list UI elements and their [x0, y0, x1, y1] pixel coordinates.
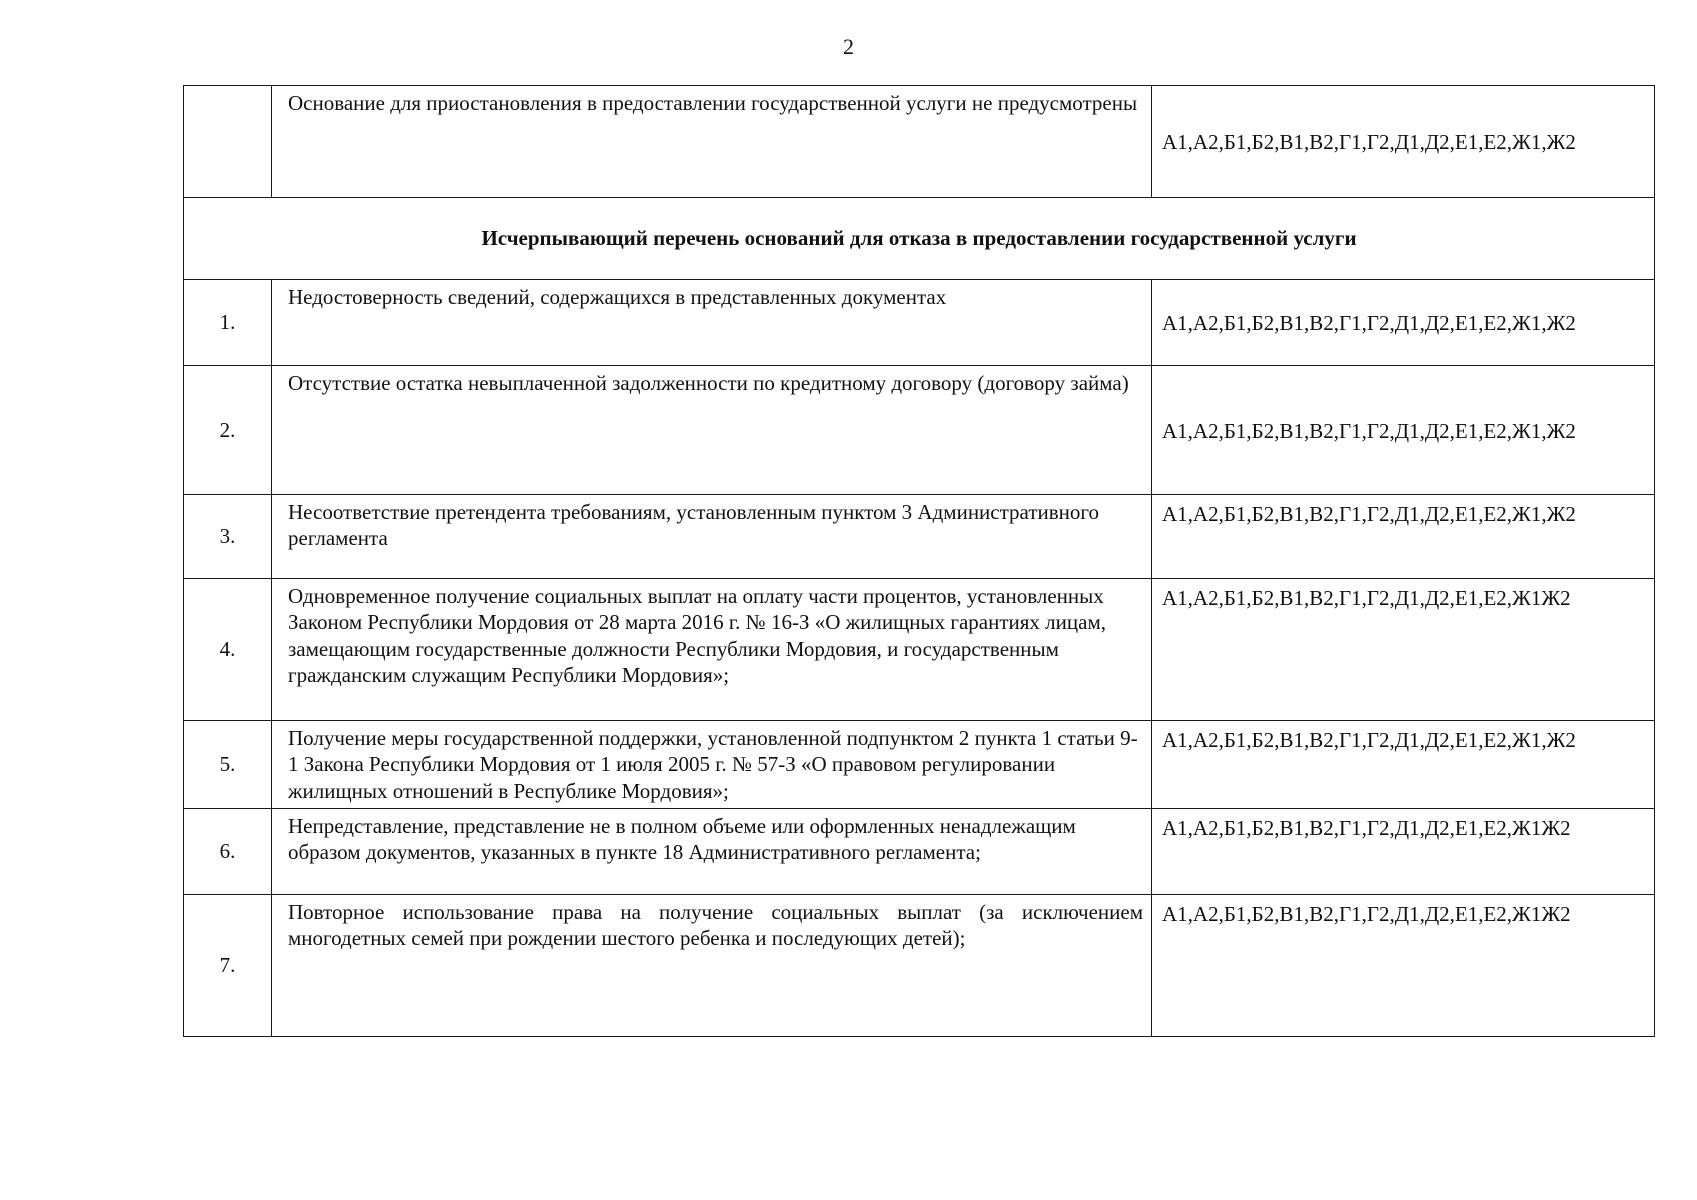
table-row [184, 86, 1655, 198]
row-number-cell [184, 86, 272, 198]
ground-text-cell: Непредставление, представление не в полном объеме или оформленных ненадлежащим образом документов, указанных в пункте 18 Административного регламента; [272, 808, 1152, 894]
page-number: 2 [843, 34, 854, 59]
category-codes-cell: А1,А2,Б1,Б2,В1,В2,Г1,Г2,Д1,Д2,Е1,Е2,Ж1,Ж2 [1152, 86, 1655, 198]
table-row [184, 894, 1655, 1036]
grounds-table [183, 85, 1655, 1037]
row-number-cell: 7. [184, 894, 272, 1036]
category-codes-cell: А1,А2,Б1,Б2,В1,В2,Г1,Г2,Д1,Д2,Е1,Е2,Ж1,Ж2 [1152, 280, 1655, 366]
category-codes-cell: А1,А2,Б1,Б2,В1,В2,Г1,Г2,Д1,Д2,Е1,Е2,Ж1Ж2 [1152, 579, 1655, 721]
table-row [184, 495, 1655, 579]
row-number-cell: 1. [184, 280, 272, 366]
category-codes-cell: А1,А2,Б1,Б2,В1,В2,Г1,Г2,Д1,Д2,Е1,Е2,Ж1,Ж2 [1152, 366, 1655, 495]
row-number-cell: 4. [184, 579, 272, 721]
table-row [184, 280, 1655, 366]
table-row [184, 721, 1655, 809]
row-number-cell: 5. [184, 721, 272, 809]
ground-text-cell: Одновременное получение социальных выплат на оплату части процентов, установленных Законом Республики Мордовия от 28 марта 2016 г. № 16-З «О жилищных гарантиях лицам, замещающим государственные должности Республики Мордовия, и государственным гражданским служащим Республики Мордовия»; [272, 579, 1152, 721]
row-number-cell: 2. [184, 366, 272, 495]
section-title: Исчерпывающий перечень оснований для отказа в предоставлении государственной услуги [184, 198, 1655, 280]
row-number-cell: 3. [184, 495, 272, 579]
category-codes-cell: А1,А2,Б1,Б2,В1,В2,Г1,Г2,Д1,Д2,Е1,Е2,Ж1Ж2 [1152, 894, 1655, 1036]
ground-text-cell: Недостоверность сведений, содержащихся в представленных документах [272, 280, 1152, 366]
table-row [184, 808, 1655, 894]
section-header-row [184, 198, 1655, 280]
row-number-cell: 6. [184, 808, 272, 894]
category-codes-cell: А1,А2,Б1,Б2,В1,В2,Г1,Г2,Д1,Д2,Е1,Е2,Ж1Ж2 [1152, 808, 1655, 894]
table-row [184, 579, 1655, 721]
ground-text-cell: Получение меры государственной поддержки, установленной подпунктом 2 пункта 1 статьи 9-1 Закона Республики Мордовия от 1 июля 2005 г. № 57-З «О правовом регулировании жилищных отношений в Республике Мордовия»; [272, 721, 1152, 809]
ground-text-cell: Несоответствие претендента требованиям, установленным пунктом 3 Административного регламента [272, 495, 1152, 579]
ground-text-cell: Повторное использование права на получение социальных выплат (за исключением многодетных семей при рождении шестого ребенка и последующих детей); [272, 894, 1152, 1036]
table-row [184, 366, 1655, 495]
category-codes-cell: А1,А2,Б1,Б2,В1,В2,Г1,Г2,Д1,Д2,Е1,Е2,Ж1,Ж2 [1152, 721, 1655, 809]
ground-text-cell: Отсутствие остатка невыплаченной задолженности по кредитному договору (договору займа) [272, 366, 1152, 495]
category-codes-cell: А1,А2,Б1,Б2,В1,В2,Г1,Г2,Д1,Д2,Е1,Е2,Ж1,Ж2 [1152, 495, 1655, 579]
ground-text-cell: Основание для приостановления в предоставлении государственной услуги не предусмотрены [272, 86, 1152, 198]
